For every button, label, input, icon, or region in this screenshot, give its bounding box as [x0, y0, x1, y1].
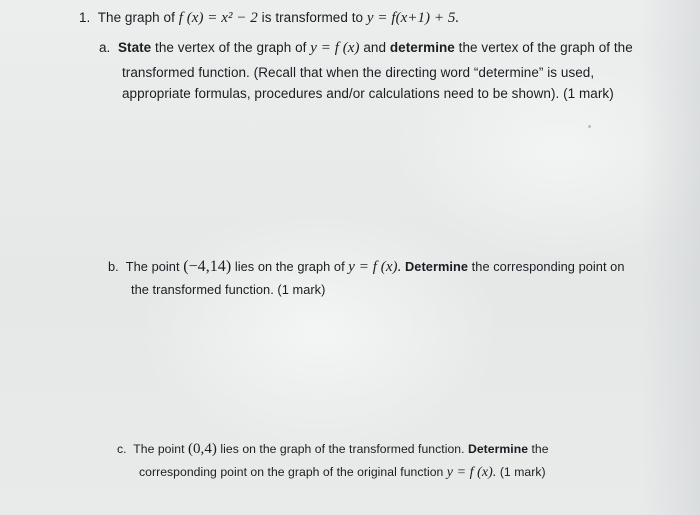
- part-a-line-1: [99, 40, 633, 57]
- part-b-end: the corresponding point on: [471, 259, 625, 274]
- page-edge-shadow: [640, 0, 700, 515]
- part-c-l2-prefix: corresponding point on the graph of the original function: [139, 465, 444, 479]
- part-b-line-1: [108, 258, 625, 276]
- part-a-line-2: transformed function. (Recall that when the directing word “determine” is used,: [122, 65, 595, 80]
- part-b-middle: lies on the graph of: [234, 259, 345, 274]
- directing-word-state: State: [117, 40, 152, 55]
- directing-word-determine: determine: [389, 40, 455, 55]
- directing-word-determine-c: Determine: [468, 442, 529, 456]
- stem-middle: is transformed to: [261, 10, 364, 25]
- part-c-line-2: [139, 465, 546, 481]
- part-c-the: the: [531, 442, 549, 456]
- transformed-function: y = f(x+1) + 5.: [366, 10, 460, 26]
- paper-speck: [588, 125, 591, 128]
- stem-prefix: The graph of: [97, 10, 175, 25]
- question-1-stem: [79, 10, 459, 27]
- part-b-prefix: The point: [125, 259, 180, 274]
- part-c-mark: (1 mark): [499, 465, 546, 479]
- part-a-text: the vertex of the graph of: [155, 40, 307, 55]
- part-a-letter: a.: [99, 40, 111, 55]
- part-c-line-1: [117, 441, 549, 458]
- part-a-line-3: appropriate formulas, procedures and/or calculations need to be shown). (1 mark): [122, 86, 614, 101]
- part-b-letter: b.: [108, 259, 119, 274]
- point-negative-4-14: (−4,14): [183, 258, 232, 275]
- directing-word-determine-b: Determine: [405, 259, 469, 274]
- point-0-4: (0,4): [187, 441, 217, 457]
- question-number: 1.: [79, 10, 91, 25]
- part-b-line-2: the transformed function. (1 mark): [131, 282, 326, 297]
- y-equals-f-of-x: y = f (x): [310, 40, 360, 56]
- function-definition: f (x) = x² − 2: [178, 10, 258, 26]
- part-c-middle: lies on the graph of the transformed function.: [220, 442, 465, 456]
- y-equals-f-of-x-b: y = f (x).: [348, 259, 402, 275]
- y-equals-f-of-x-c: y = f (x).: [446, 465, 497, 480]
- part-c-letter: c.: [117, 442, 127, 456]
- part-a-and: and: [363, 40, 387, 55]
- part-a-text-end: the vertex of the graph of the: [458, 40, 633, 55]
- part-c-prefix: The point: [133, 442, 185, 456]
